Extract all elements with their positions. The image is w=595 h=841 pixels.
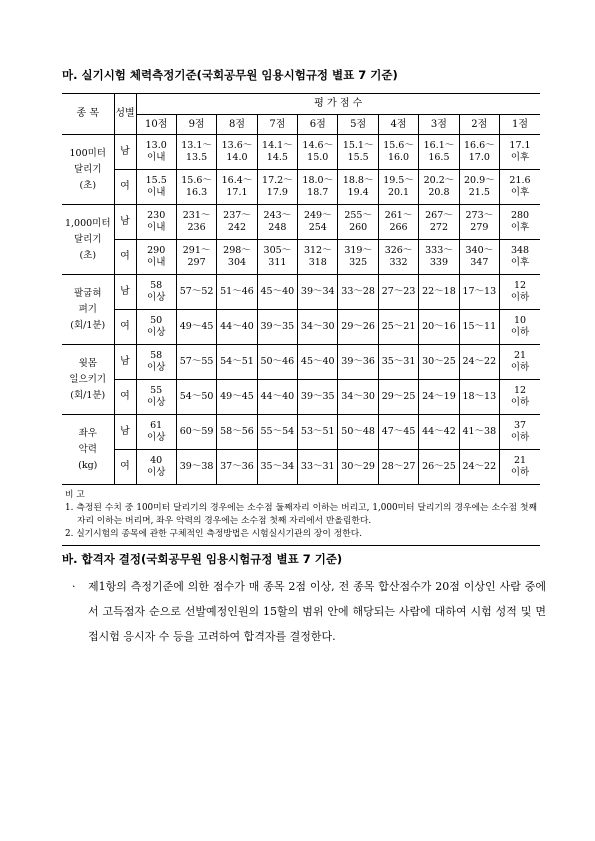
score-cell: 13.0 이내: [136, 135, 176, 170]
score-cell: 15.1～ 15.5: [338, 135, 378, 170]
score-cell: 13.1～ 13.5: [176, 135, 216, 170]
grade-header: 6점: [298, 115, 338, 135]
score-cell: 231～ 236: [176, 205, 216, 240]
notes-title: 비 고: [65, 490, 85, 500]
paragraph-text: 제1항의 측정기준에 의한 점수가 매 종목 2점 이상, 전 종목 합산점수가 20점 이상인 사람 중에서 고득점자 순으로 선발예정인원의 15할의 범위 안에 해당되는 사람에 대하여 시험 성적 및 면접시험 응시자 수 등을 고려하여 합격자를 결정한다.: [88, 580, 546, 643]
score-cell: 55～54: [257, 415, 297, 450]
sex-cell: 남: [114, 345, 136, 380]
score-cell: 255～ 260: [338, 205, 378, 240]
score-cell: 45～40: [298, 345, 338, 380]
table-row: [62, 380, 540, 415]
score-cell: 34～30: [298, 310, 338, 345]
score-cell: 18～13: [459, 380, 499, 415]
score-cell: 267～ 272: [419, 205, 459, 240]
score-cell: 273～ 279: [459, 205, 499, 240]
grade-header: 10점: [136, 115, 176, 135]
pass-decision-paragraph: [72, 574, 546, 649]
grade-header: 4점: [378, 115, 418, 135]
grade-header: 3점: [419, 115, 459, 135]
sex-cell: 여: [114, 170, 136, 205]
grade-header: 8점: [217, 115, 257, 135]
score-cell: 37～36: [217, 450, 257, 485]
sex-cell: 남: [114, 415, 136, 450]
score-cell: 26～25: [419, 450, 459, 485]
score-cell: 44～40: [257, 380, 297, 415]
score-cell: 39～34: [298, 275, 338, 310]
event-name: 1,000미터 달리기 (초): [62, 205, 114, 275]
score-cell: 57～52: [176, 275, 216, 310]
score-cell: 40 이상: [136, 450, 176, 485]
section-title-physical-standard: 마. 실기시험 체력측정기준(국회공무원 임용시험규정 별표 7 기준): [62, 68, 398, 82]
score-cell: 298～ 304: [217, 240, 257, 275]
score-cell: 15～11: [459, 310, 499, 345]
score-cell: 230 이내: [136, 205, 176, 240]
score-cell: 57～55: [176, 345, 216, 380]
grade-header: 7점: [257, 115, 297, 135]
score-cell: 340～ 347: [459, 240, 499, 275]
table-row: [62, 310, 540, 345]
score-cell: 30～25: [419, 345, 459, 380]
score-cell: 14.1～ 14.5: [257, 135, 297, 170]
score-cell: 58 이상: [136, 275, 176, 310]
score-cell: 29～25: [378, 380, 418, 415]
header-item: 종 목: [62, 94, 114, 135]
sex-cell: 남: [114, 275, 136, 310]
score-cell: 21 이하: [500, 345, 540, 380]
score-cell: 16.6～ 17.0: [459, 135, 499, 170]
score-cell: 35～31: [378, 345, 418, 380]
notes-cell: [62, 485, 540, 546]
score-cell: 34～30: [338, 380, 378, 415]
grade-header: 9점: [176, 115, 216, 135]
score-cell: 20.2～ 20.8: [419, 170, 459, 205]
score-cell: 47～45: [378, 415, 418, 450]
sex-cell: 여: [114, 310, 136, 345]
score-cell: 305～ 311: [257, 240, 297, 275]
sex-cell: 남: [114, 205, 136, 240]
section-title-pass-decision: 바. 합격자 결정(국회공무원 임용시험규정 별표 7 기준): [62, 552, 343, 566]
score-cell: 319～ 325: [338, 240, 378, 275]
score-cell: 58 이상: [136, 345, 176, 380]
table-row: [62, 135, 540, 170]
score-cell: 44～42: [419, 415, 459, 450]
table-row: [62, 345, 540, 380]
score-cell: 58～56: [217, 415, 257, 450]
score-cell: 326～ 332: [378, 240, 418, 275]
score-cell: 24～22: [459, 345, 499, 380]
score-cell: 18.0～ 18.7: [298, 170, 338, 205]
score-cell: 35～34: [257, 450, 297, 485]
score-cell: 18.8～ 19.4: [338, 170, 378, 205]
score-cell: 50～48: [338, 415, 378, 450]
score-cell: 39～35: [298, 380, 338, 415]
score-cell: 15.6～ 16.0: [378, 135, 418, 170]
grade-header: 1점: [500, 115, 540, 135]
score-cell: 61 이상: [136, 415, 176, 450]
score-cell: 249～ 254: [298, 205, 338, 240]
score-cell: 49～45: [217, 380, 257, 415]
score-cell: 60～59: [176, 415, 216, 450]
score-cell: 30～29: [338, 450, 378, 485]
score-cell: 312～ 318: [298, 240, 338, 275]
score-cell: 291～ 297: [176, 240, 216, 275]
score-cell: 261～ 266: [378, 205, 418, 240]
notes-row: [62, 485, 540, 546]
score-cell: 21 이하: [500, 450, 540, 485]
score-cell: 27～23: [378, 275, 418, 310]
score-cell: 16.4～ 17.1: [217, 170, 257, 205]
score-cell: 16.1～ 16.5: [419, 135, 459, 170]
score-cell: 55 이상: [136, 380, 176, 415]
score-cell: 50 이상: [136, 310, 176, 345]
sex-cell: 여: [114, 450, 136, 485]
sex-cell: 여: [114, 380, 136, 415]
score-cell: 12 이하: [500, 380, 540, 415]
score-cell: 290 이내: [136, 240, 176, 275]
score-cell: 12 이하: [500, 275, 540, 310]
score-cell: 39～35: [257, 310, 297, 345]
score-cell: 53～51: [298, 415, 338, 450]
score-cell: 22～18: [419, 275, 459, 310]
score-cell: 19.5～ 20.1: [378, 170, 418, 205]
table-row: [62, 415, 540, 450]
score-cell: 10 이하: [500, 310, 540, 345]
score-cell: 14.6～ 15.0: [298, 135, 338, 170]
score-cell: 39～36: [338, 345, 378, 380]
score-cell: 20.9～ 21.5: [459, 170, 499, 205]
event-name: 좌우 악력 (kg): [62, 415, 114, 485]
table-row: [62, 275, 540, 310]
score-cell: 29～26: [338, 310, 378, 345]
score-cell: 54～51: [217, 345, 257, 380]
score-cell: 33～31: [298, 450, 338, 485]
sex-cell: 여: [114, 240, 136, 275]
grade-header: 2점: [459, 115, 499, 135]
header-sex: 성별: [114, 94, 136, 135]
score-cell: 49～45: [176, 310, 216, 345]
note-item: 1. 측정된 수치 중 100미터 달리기의 경우에는 소수점 둘째자리 이하는 버리고, 1,000미터 달리기의 경우에는 소수점 첫째자리 이하는 버리며, 좌우 악력의 경우에는 소수점 첫째 자리에서 반올림한다.: [65, 503, 537, 526]
score-cell: 243～ 248: [257, 205, 297, 240]
score-cell: 41～38: [459, 415, 499, 450]
sex-cell: 남: [114, 135, 136, 170]
bullet-mark: ·: [72, 580, 76, 593]
event-name: 윗몸 일으키기 (회/1분): [62, 345, 114, 415]
score-cell: 51～46: [217, 275, 257, 310]
score-cell: 15.6～ 16.3: [176, 170, 216, 205]
score-cell: 24～22: [459, 450, 499, 485]
table-row: [62, 170, 540, 205]
grade-header: 5점: [338, 115, 378, 135]
score-cell: 348 이후: [500, 240, 540, 275]
score-cell: 24～19: [419, 380, 459, 415]
score-cell: 20～16: [419, 310, 459, 345]
table-row: [62, 450, 540, 485]
header-score: 평 가 점 수: [136, 94, 540, 115]
score-cell: 15.5 이내: [136, 170, 176, 205]
score-cell: 54～50: [176, 380, 216, 415]
score-cell: 17.1 이후: [500, 135, 540, 170]
table-row: [62, 205, 540, 240]
score-cell: 21.6 이후: [500, 170, 540, 205]
score-cell: 17～13: [459, 275, 499, 310]
score-cell: 28～27: [378, 450, 418, 485]
score-cell: 17.2～ 17.9: [257, 170, 297, 205]
score-cell: 25～21: [378, 310, 418, 345]
score-cell: 237～ 242: [217, 205, 257, 240]
score-cell: 44～40: [217, 310, 257, 345]
score-cell: 280 이후: [500, 205, 540, 240]
score-cell: 333～ 339: [419, 240, 459, 275]
event-name: 팔굽혀 펴기 (회/1분): [62, 275, 114, 345]
score-cell: 33～28: [338, 275, 378, 310]
score-cell: 39～38: [176, 450, 216, 485]
score-cell: 37 이하: [500, 415, 540, 450]
table-row: [62, 240, 540, 275]
physical-score-table: [62, 93, 540, 546]
score-cell: 13.6～ 14.0: [217, 135, 257, 170]
note-item: 2. 실기시험의 종목에 관한 구체적인 측정방법은 시험실시기관의 장이 정한다.: [65, 529, 362, 539]
score-cell: 45～40: [257, 275, 297, 310]
score-cell: 50～46: [257, 345, 297, 380]
event-name: 100미터 달리기 (초): [62, 135, 114, 205]
